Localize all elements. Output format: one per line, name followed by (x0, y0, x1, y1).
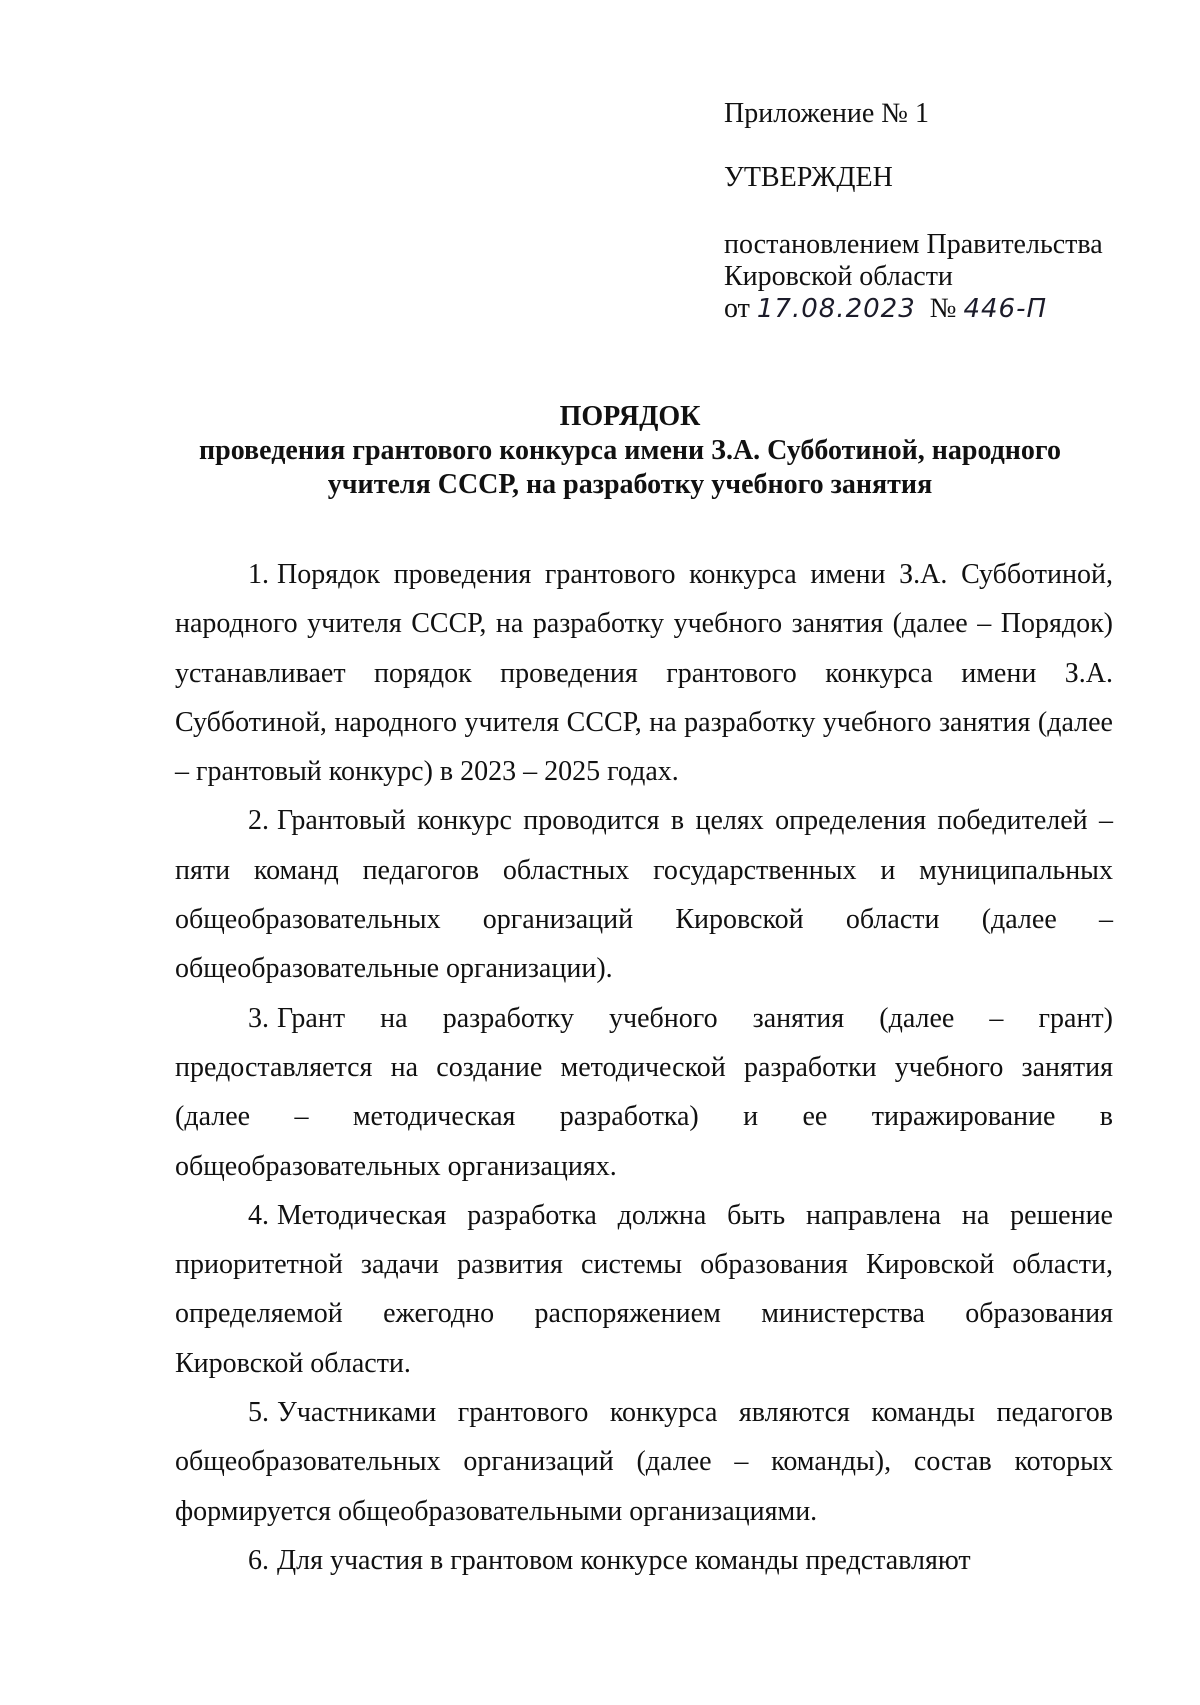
from-label: от (724, 293, 750, 324)
paragraph-1: 1. Порядок проведения грантового конкурса имени З.А. Субботиной, народного учителя СССР, на разработку учебного занятия (далее – Порядок) устанавливает порядок проведения грантового конкурса имени З.А. Субботиной, народного учителя СССР, на разработку учебного занятия (далее – грантовый конкурс) в 2023 – 2025 годах. (175, 559, 1113, 788)
title-subheading-1: проведения грантового конкурса имени З.А. Субботиной, народного (199, 435, 1061, 466)
title-heading: ПОРЯДОК (559, 401, 701, 432)
handwritten-date: 17.08.2023 (756, 294, 916, 324)
paragraph-4: 4. Методическая разработка должна быть направлена на решение приоритетной задачи развития системы образования Кировской области, определяемой ежегодно распоряжением министерства образования Кировской области. (175, 1199, 1113, 1379)
paragraph-6: 6. Для участия в грантовом конкурсе команды представляют (248, 1544, 971, 1576)
approved-label: УТВЕРЖДЕН (724, 162, 893, 193)
title-subheading-2: учителя СССР, на разработку учебного занятия (327, 469, 933, 500)
approval-block (724, 98, 1144, 325)
paragraph-2: 2. Грантовый конкурс проводится в целях определения победителей – пяти команд педагогов областных государственных и муниципальных общеобразовательных организаций Кировской области (далее – общеобразовательные организации). (175, 805, 1113, 985)
paragraph-5: 5. Участниками грантового конкурса являются команды педагогов общеобразовательных организаций (далее – команды), состав которых формируется общеобразовательными организациями. (175, 1397, 1113, 1527)
appendix-label: Приложение № 1 (724, 98, 929, 129)
document-body (175, 550, 1113, 1585)
decree-date-number (724, 293, 1144, 325)
decree-line-1: постановлением Правительства (724, 229, 1103, 260)
decree-line-2: Кировской области (724, 261, 953, 292)
handwritten-number: 446-П (963, 294, 1048, 324)
document-title (150, 400, 1110, 502)
number-label: № (929, 293, 957, 324)
paragraph-3: 3. Грант на разработку учебного занятия (далее – грант) предоставляется на создание методической разработки учебного занятия (далее – методическая разработка) и ее тиражирование в общеобразовательных организациях. (175, 1002, 1113, 1182)
